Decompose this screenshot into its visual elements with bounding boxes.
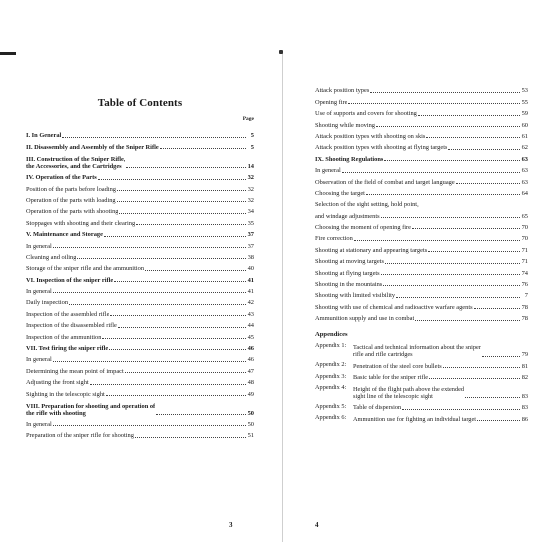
appendix-entry xyxy=(315,358,528,369)
toc-entry-page: 37 xyxy=(247,242,254,250)
toc-entry-label: Observation of the field of combat and target language xyxy=(315,178,455,186)
dot-leader xyxy=(125,372,246,373)
toc-entry-label: Fire correction xyxy=(315,235,353,243)
appendix-page: 81 xyxy=(521,362,528,370)
toc-entry-label: In general xyxy=(26,242,52,250)
toc-entry xyxy=(315,220,528,231)
toc-entry-label: Position of the parts before loading xyxy=(26,185,116,193)
toc-entry-page: 55 xyxy=(521,98,528,106)
appendix-entry xyxy=(315,370,528,381)
dot-leader xyxy=(118,327,246,328)
toc-entry xyxy=(315,129,528,140)
dot-leader xyxy=(156,414,246,415)
dot-leader xyxy=(418,115,520,116)
dot-leader xyxy=(53,361,246,362)
toc-entry xyxy=(26,238,254,249)
appendix-entry xyxy=(315,400,528,411)
dot-leader xyxy=(456,183,520,184)
toc-entry-page: 60 xyxy=(521,121,528,129)
dot-leader xyxy=(412,228,520,229)
toc-entry xyxy=(26,261,254,272)
toc-entry xyxy=(315,299,528,310)
toc-entry xyxy=(26,215,254,226)
dot-leader xyxy=(366,194,520,195)
toc-entry-page: 76 xyxy=(521,281,528,289)
toc-entry-label: II. Disassembly and Assembly of the Sniper Rifle xyxy=(26,143,159,151)
page-number: 4 xyxy=(315,521,319,529)
appendix-label: Basic table for the sniper rifle xyxy=(353,373,429,381)
toc-entry-label: In general xyxy=(26,356,52,364)
appendix-number: Appendix 6: xyxy=(315,414,347,422)
toc-entry-label: V. Maintenance and Storage xyxy=(26,231,103,239)
dot-leader xyxy=(482,356,520,357)
appendix-number: Appendix 3: xyxy=(315,372,347,380)
dot-leader xyxy=(90,384,246,385)
toc-entry-page: 32 xyxy=(247,185,254,193)
appendix-entry xyxy=(315,339,528,358)
dot-leader xyxy=(384,160,520,161)
toc-entry-page: 65 xyxy=(521,212,528,220)
dot-leader xyxy=(383,285,520,286)
toc-entry-page: 46 xyxy=(247,356,254,364)
toc-entry-page: 71 xyxy=(521,246,528,254)
appendix-page: 86 xyxy=(521,415,528,423)
appendix-number: Appendix 1: xyxy=(315,342,347,350)
toc-section-heading xyxy=(26,139,254,150)
toc-entry xyxy=(26,250,254,261)
toc-entry-page: 48 xyxy=(247,379,254,387)
toc-entry-page: 46 xyxy=(247,345,254,353)
dot-leader xyxy=(110,315,246,316)
toc-entry-page: 45 xyxy=(247,333,254,341)
toc-entry xyxy=(315,117,528,128)
page-column-label: Page xyxy=(242,116,254,122)
toc-entry xyxy=(315,186,528,197)
toc-entry-page: 63 xyxy=(521,178,528,186)
toc-entry-label: Choosing the moment of opening fire xyxy=(315,224,412,232)
toc-entry xyxy=(26,284,254,295)
dot-leader xyxy=(381,274,520,275)
toc-entry-page: 32 xyxy=(247,196,254,204)
dot-leader xyxy=(53,247,246,248)
toc-entry-label: Daily inspection xyxy=(26,299,69,307)
toc-entry-label: Shooting while moving xyxy=(315,121,376,129)
toc-entry xyxy=(315,208,528,219)
toc-entry xyxy=(26,306,254,317)
toc-section-heading xyxy=(26,227,254,238)
toc-entry-label: Opening fire xyxy=(315,98,348,106)
dot-leader xyxy=(104,236,246,237)
toc-entry xyxy=(26,204,254,215)
appendix-page: 83 xyxy=(521,404,528,412)
toc-entry-page: 38 xyxy=(247,253,254,261)
toc-entry-label: Attack position types xyxy=(315,87,370,95)
dot-leader xyxy=(385,263,520,264)
toc-entry-page: 42 xyxy=(247,299,254,307)
appendix-number: Appendix 2: xyxy=(315,361,347,369)
toc-entry-label: Operation of the parts with shooting xyxy=(26,208,119,216)
toc-entry-label: VI. Inspection of the sniper rifle xyxy=(26,276,114,284)
appendix-number: Appendix 5: xyxy=(315,402,347,410)
toc-entry-page: 62 xyxy=(521,144,528,152)
toc-entry-page: 50 xyxy=(247,420,254,428)
toc-entry-page: 43 xyxy=(247,310,254,318)
appendix-page: 79 xyxy=(521,351,528,359)
toc-section-heading xyxy=(26,128,254,139)
dot-leader xyxy=(420,206,520,207)
toc-entries-right xyxy=(315,83,528,423)
toc-entry xyxy=(315,174,528,185)
dot-leader xyxy=(342,172,520,173)
dot-leader xyxy=(474,308,520,309)
toc-entry-label: Cleaning and oiling xyxy=(26,253,77,261)
toc-entry-page: 5 xyxy=(250,143,254,151)
dot-leader xyxy=(106,395,246,396)
toc-entry-label: Choosing the target xyxy=(315,189,365,197)
toc-entry-label: In general xyxy=(26,420,52,428)
toc-section-heading xyxy=(26,170,254,181)
dot-leader xyxy=(443,367,520,368)
toc-entry-page: 14 xyxy=(247,162,254,170)
toc-entry-label: Shooting with use of chemical and radioactive warfare agents xyxy=(315,303,473,311)
toc-entry xyxy=(315,242,528,253)
dot-leader xyxy=(136,224,246,225)
dot-leader xyxy=(126,167,246,168)
toc-entry-label: I. In General xyxy=(26,132,62,140)
toc-entry-label: VII. Test firing the sniper rifle xyxy=(26,345,109,353)
toc-entry-label: IX. Shooting Regulations xyxy=(315,155,384,163)
dot-leader xyxy=(53,425,246,426)
appendix-label: Penetration of the steel core bullets xyxy=(353,362,442,370)
toc-entry-label: Inspection of the ammunition xyxy=(26,333,102,341)
toc-entry-page: 59 xyxy=(521,110,528,118)
dot-leader xyxy=(428,251,520,252)
appendices-heading: Appendices xyxy=(315,331,348,339)
toc-entry-page: 70 xyxy=(521,235,528,243)
toc-entry-page: 78 xyxy=(521,315,528,323)
toc-entry-label: Selection of the sight setting, hold point, xyxy=(315,201,419,209)
toc-entry xyxy=(315,83,528,94)
toc-entry xyxy=(315,163,528,174)
dot-leader xyxy=(429,378,520,379)
toc-entry xyxy=(26,295,254,306)
dot-leader xyxy=(426,137,520,138)
toc-entry-label: Storage of the sniper rifle and the ammunition xyxy=(26,265,145,273)
toc-entry-label: IV. Operation of the Parts xyxy=(26,174,97,182)
toc-entry-label: Preparation of the sniper rifle for shooting xyxy=(26,432,134,440)
toc-entry-label: and windage adjustments xyxy=(315,212,380,220)
toc-entry-page: 78 xyxy=(521,303,528,311)
toc-entry-page: 35 xyxy=(247,219,254,227)
appendix-page: 82 xyxy=(521,373,528,381)
toc-entry-label: Attack position types with shooting on skis xyxy=(315,132,426,140)
dot-leader xyxy=(448,149,520,150)
dot-leader xyxy=(62,137,246,138)
dot-leader xyxy=(69,304,246,305)
toc-entry-page: 44 xyxy=(247,322,254,330)
toc-entry xyxy=(26,375,254,386)
toc-entry xyxy=(315,140,528,151)
dot-leader xyxy=(415,320,520,321)
toc-entry xyxy=(26,428,254,439)
toc-entry-page: 40 xyxy=(247,265,254,273)
toc-entry-page: 70 xyxy=(521,224,528,232)
toc-entry-label: Shooting at stationary and appearing targets xyxy=(315,246,428,254)
toc-entry-label: Shooting with limited visibility xyxy=(315,292,396,300)
book-binding xyxy=(282,52,283,542)
toc-entry-page: 51 xyxy=(247,432,254,440)
toc-entry-label: Inspection of the assembled rifle xyxy=(26,310,110,318)
toc-entry-page: 32 xyxy=(247,174,254,182)
toc-entry-page: 49 xyxy=(247,390,254,398)
toc-entry-page: 74 xyxy=(521,269,528,277)
appendix-entry xyxy=(315,381,528,400)
toc-entry-label: Shooting at moving targets xyxy=(315,258,384,266)
toc-entry-page: 37 xyxy=(247,231,254,239)
dot-leader xyxy=(465,397,520,398)
toc-entry xyxy=(26,329,254,340)
toc-section-heading xyxy=(26,398,254,417)
dot-leader xyxy=(98,179,246,180)
toc-entry xyxy=(315,197,528,208)
toc-entry xyxy=(26,417,254,428)
toc-section-heading xyxy=(26,341,254,352)
toc-entry-label: In general xyxy=(26,288,52,296)
appendix-label: Height of the flight path above the extended sight line of the telescopic sight xyxy=(353,385,465,400)
toc-entry-label: Adjusting the front sight xyxy=(26,379,89,387)
dot-leader xyxy=(145,270,246,271)
toc-entry xyxy=(315,231,528,242)
toc-entry-page: 63 xyxy=(521,155,528,163)
toc-entry xyxy=(26,352,254,363)
toc-entry-page: 7 xyxy=(524,292,528,300)
dot-leader xyxy=(381,217,520,218)
toc-entry-label: Sighting in the telescopic sight xyxy=(26,390,105,398)
toc-entry xyxy=(315,288,528,299)
dot-leader xyxy=(53,292,246,293)
dot-leader xyxy=(396,297,520,298)
dot-leader xyxy=(160,148,246,149)
toc-entry xyxy=(26,318,254,329)
toc-entry-page: 41 xyxy=(247,288,254,296)
toc-entry-label: In general xyxy=(315,167,341,175)
toc-entry xyxy=(315,254,528,265)
dot-leader xyxy=(114,281,246,282)
toc-entry-label: Operation of the parts with loading xyxy=(26,196,116,204)
dot-leader xyxy=(370,92,520,93)
toc-entry xyxy=(26,181,254,192)
dot-leader xyxy=(477,420,520,421)
appendix-label: Table of dispersion xyxy=(353,404,402,412)
toc-entry-page: 61 xyxy=(521,132,528,140)
dot-leader xyxy=(119,213,246,214)
toc-section-heading xyxy=(26,272,254,283)
toc-entry-page: 41 xyxy=(247,276,254,284)
toc-entry-label: Ammunition supply and use in combat xyxy=(315,315,415,323)
toc-entry-page: 64 xyxy=(521,189,528,197)
page-edge-mark xyxy=(0,52,16,55)
toc-entry-label: III. Construction of the Sniper Rifle, the Accessories, and the Cartridges xyxy=(26,155,126,170)
toc-entry-page: 63 xyxy=(521,167,528,175)
toc-entry-label: Inspection of the disassembled rifle xyxy=(26,322,117,330)
dot-leader xyxy=(354,240,520,241)
toc-entry-label: Use of supports and covers for shooting xyxy=(315,110,417,118)
toc-entry-page: 53 xyxy=(521,87,528,95)
appendix-number: Appendix 4: xyxy=(315,383,347,391)
toc-section-heading xyxy=(26,151,254,170)
dot-leader xyxy=(348,103,520,104)
toc-entry-page: 50 xyxy=(247,409,254,417)
dot-leader xyxy=(117,201,246,202)
page-title: Table of Contents xyxy=(97,97,183,109)
dot-leader xyxy=(135,437,246,438)
toc-section-heading xyxy=(315,151,528,162)
dot-leader xyxy=(402,409,520,410)
toc-entry xyxy=(26,363,254,374)
toc-entry-label: Stoppages with shooting and their clearing xyxy=(26,219,136,227)
dot-leader xyxy=(376,126,520,127)
dot-leader xyxy=(102,338,246,339)
toc-entry xyxy=(315,311,528,322)
toc-entry-label: VIII. Preparation for shooting and operation of the rifle with shooting xyxy=(26,402,156,417)
toc-entry xyxy=(315,106,528,117)
toc-entry-label: Attack position types with shooting at flying targets xyxy=(315,144,448,152)
toc-entry xyxy=(315,94,528,105)
dot-leader xyxy=(117,190,246,191)
toc-entry xyxy=(26,386,254,397)
toc-entry xyxy=(315,265,528,276)
dot-leader xyxy=(109,349,246,350)
page-number: 3 xyxy=(229,521,233,529)
toc-entry xyxy=(315,277,528,288)
dot-leader xyxy=(77,258,246,259)
toc-entries-left xyxy=(26,128,254,439)
toc-entry-page: 5 xyxy=(250,132,254,140)
toc-entry xyxy=(26,193,254,204)
toc-entry-page: 34 xyxy=(247,208,254,216)
toc-entry-page: 47 xyxy=(247,367,254,375)
appendix-page: 83 xyxy=(521,392,528,400)
toc-entry-label: Determining the mean point of impact xyxy=(26,367,124,375)
binding-mark xyxy=(279,50,283,54)
toc-entry-label: Shooting at flying targets xyxy=(315,269,380,277)
toc-entry-label: Shooting in the mountains xyxy=(315,281,383,289)
appendix-label: Ammunition use for fighting an individual target xyxy=(353,415,477,423)
appendix-label: Tactical and technical information about the sniper rifle and rifle cartridges xyxy=(353,344,481,359)
appendix-entry xyxy=(315,411,528,422)
toc-entry-page: 71 xyxy=(521,258,528,266)
